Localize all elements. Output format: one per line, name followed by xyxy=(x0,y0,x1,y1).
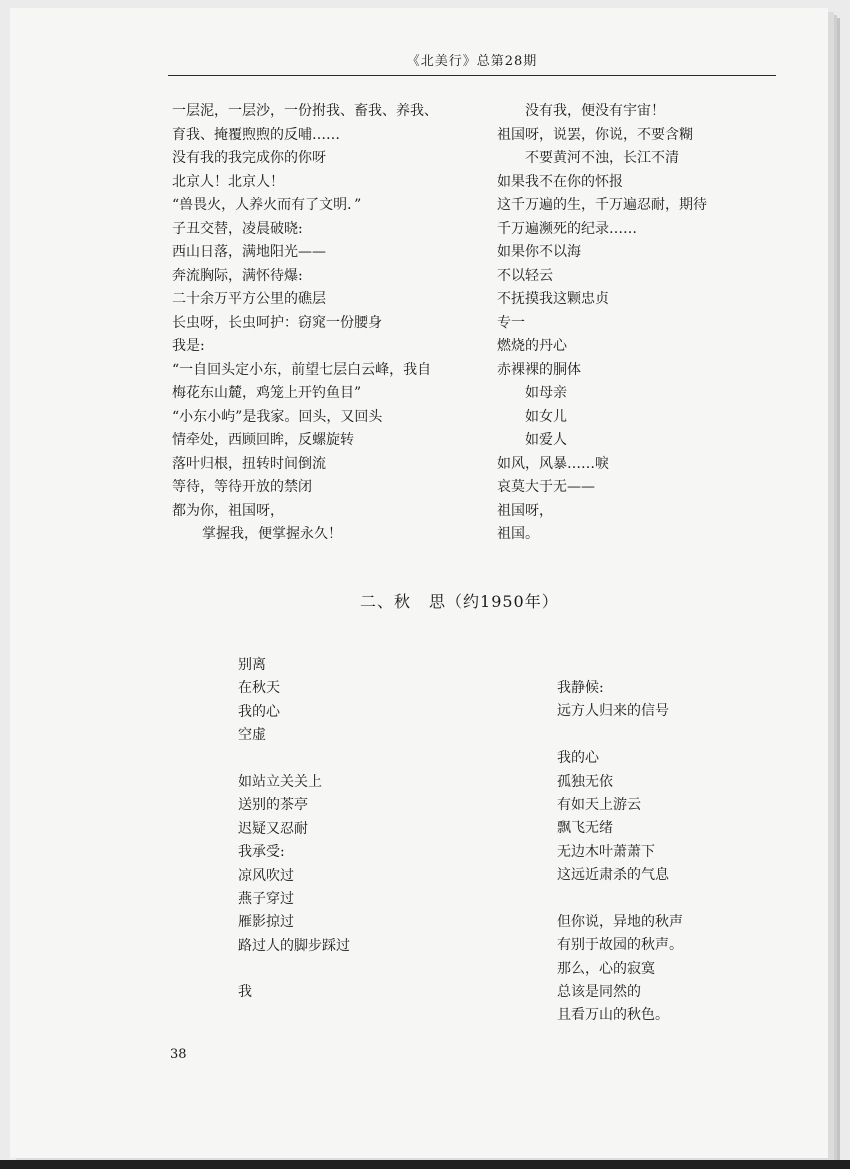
poem-line: 哀莫大于无—— xyxy=(497,479,595,495)
poem-line: 落叶归根，扭转时间倒流 xyxy=(172,455,326,472)
poem2-left-column xyxy=(238,654,350,1005)
poem1-left-column xyxy=(172,100,438,547)
section-title-prefix: 二、秋 xyxy=(360,592,412,611)
poem-line: 我承受: xyxy=(238,844,285,861)
poem-line: 我的心 xyxy=(557,750,599,767)
poem-line: 如站立关关上 xyxy=(238,773,322,790)
poem-line: 掌握我，便掌握永久！ xyxy=(202,526,342,542)
poem-line: 都为你，祖国呀， xyxy=(172,502,284,519)
poem2-right-column xyxy=(557,677,683,1028)
poem-line: 凉风吹过 xyxy=(238,867,294,884)
poem-line: 奔流胸际，满怀待爆: xyxy=(172,267,303,284)
poem-line: 这远近肃杀的气息 xyxy=(557,867,669,884)
running-header: 《北美行》总第28期 xyxy=(406,54,538,69)
poem-line: 无边木叶萧萧下 xyxy=(557,843,655,860)
poem-line: 有如天上游云 xyxy=(557,796,641,813)
poem-line: 情牵处，西顾回眸，反螺旋转 xyxy=(172,432,354,448)
poem-line: 路过人的脚步踩过 xyxy=(238,937,350,954)
poem-line: 如果我不在你的怀报 xyxy=(497,173,623,190)
poem-line: 没有我的我完成你的你呀 xyxy=(172,150,326,166)
poem-line: 有别于故园的秋声。 xyxy=(557,937,683,954)
poem-line: “兽畏火，人养火而有了文明．” xyxy=(172,197,362,213)
poem-line: 如女儿 xyxy=(525,408,567,425)
poem-line: 不以轻云 xyxy=(497,267,553,284)
poem-line: 燃烧的丹心 xyxy=(497,338,567,354)
poem-line: 二十余万平方公里的礁层 xyxy=(172,291,326,307)
poem-line: 祖国呀， xyxy=(497,502,553,519)
poem-line: 等待，等待开放的禁闭 xyxy=(172,479,312,495)
poem-line: 如果你不以海 xyxy=(497,244,581,260)
poem-line: 一层泥，一层沙，一份拊我、畜我、养我、 xyxy=(172,103,438,119)
header-rule xyxy=(168,75,776,76)
section-title xyxy=(360,589,559,612)
page-number: 38 xyxy=(170,1047,187,1062)
poem-line: 北京人！北京人！ xyxy=(172,173,284,190)
poem-line: 这千万遍的生，千万遍忍耐，期待 xyxy=(497,197,707,213)
poem-line: 在秋天 xyxy=(238,680,280,697)
poem-line: 如风，风暴……唳 xyxy=(497,455,609,472)
poem-line: 送别的茶亭 xyxy=(238,797,308,814)
poem-line: 我是: xyxy=(172,338,205,354)
stanza-break xyxy=(557,724,683,747)
poem-line: 专一 xyxy=(497,314,525,331)
poem-line: 远方人归来的信号 xyxy=(557,703,669,720)
poem-line: 我的心 xyxy=(238,703,280,720)
poem-line: “一自回头定小东，前望七层白云峰，我自 xyxy=(172,361,432,378)
poem-line: 没有我，便没有宇宙！ xyxy=(525,103,665,119)
poem-line: 千万遍濒死的纪录…… xyxy=(497,220,637,237)
stanza-break xyxy=(238,748,350,771)
poem-line: 祖国。 xyxy=(497,526,539,542)
poem-line: 我静候: xyxy=(557,680,604,696)
poem-line: 我 xyxy=(238,984,252,1001)
poem-line: 那么，心的寂寞 xyxy=(557,960,655,977)
poem-line: 且看万山的秋色。 xyxy=(557,1007,669,1024)
stanza-break xyxy=(557,888,683,911)
poem-line: 别离 xyxy=(238,657,266,673)
poem-line: 总该是同然的 xyxy=(557,984,641,1001)
section-title-suffix: 思（约1950年） xyxy=(429,592,559,611)
poem-line: 长虫呀，长虫呵护：窃窕一份腰身 xyxy=(172,314,382,331)
poem-line: 不要黄河不浊，长江不清 xyxy=(525,150,679,166)
poem-line: 但你说，异地的秋声 xyxy=(557,913,683,930)
poem-line: 孤独无依 xyxy=(557,773,613,790)
poem-line: 不抚摸我这颗忠贞 xyxy=(497,291,609,307)
poem1-right-column xyxy=(497,100,707,547)
poem-line: 雁影掠过 xyxy=(238,914,294,931)
poem-line: 育我、掩覆煦煦的反哺…… xyxy=(172,126,340,143)
poem-line: 子丑交替，凌晨破晓: xyxy=(172,220,303,237)
poem-line: 飘飞无绪 xyxy=(557,820,613,837)
poem-line: 空虚 xyxy=(238,727,266,744)
poem-line: 迟疑又忍耐 xyxy=(238,820,308,837)
poem-line: 如爱人 xyxy=(525,432,567,448)
poem-line: 赤裸裸的胴体 xyxy=(497,361,581,378)
poem-line: 祖国呀，说罢，你说，不要含糊 xyxy=(497,126,693,143)
stanza-break xyxy=(238,958,350,981)
scan-bottom-edge xyxy=(0,1160,850,1169)
poem-line: 西山日落，满地阳光—— xyxy=(172,244,326,260)
poem-line: 如母亲 xyxy=(525,385,567,401)
poem-line: 梅花东山麓，鸡笼上开钓鱼目” xyxy=(172,385,362,401)
poem-line: 燕子穿过 xyxy=(238,890,294,907)
poem-line: “小东小屿”是我家。回头，又回头 xyxy=(172,408,383,425)
